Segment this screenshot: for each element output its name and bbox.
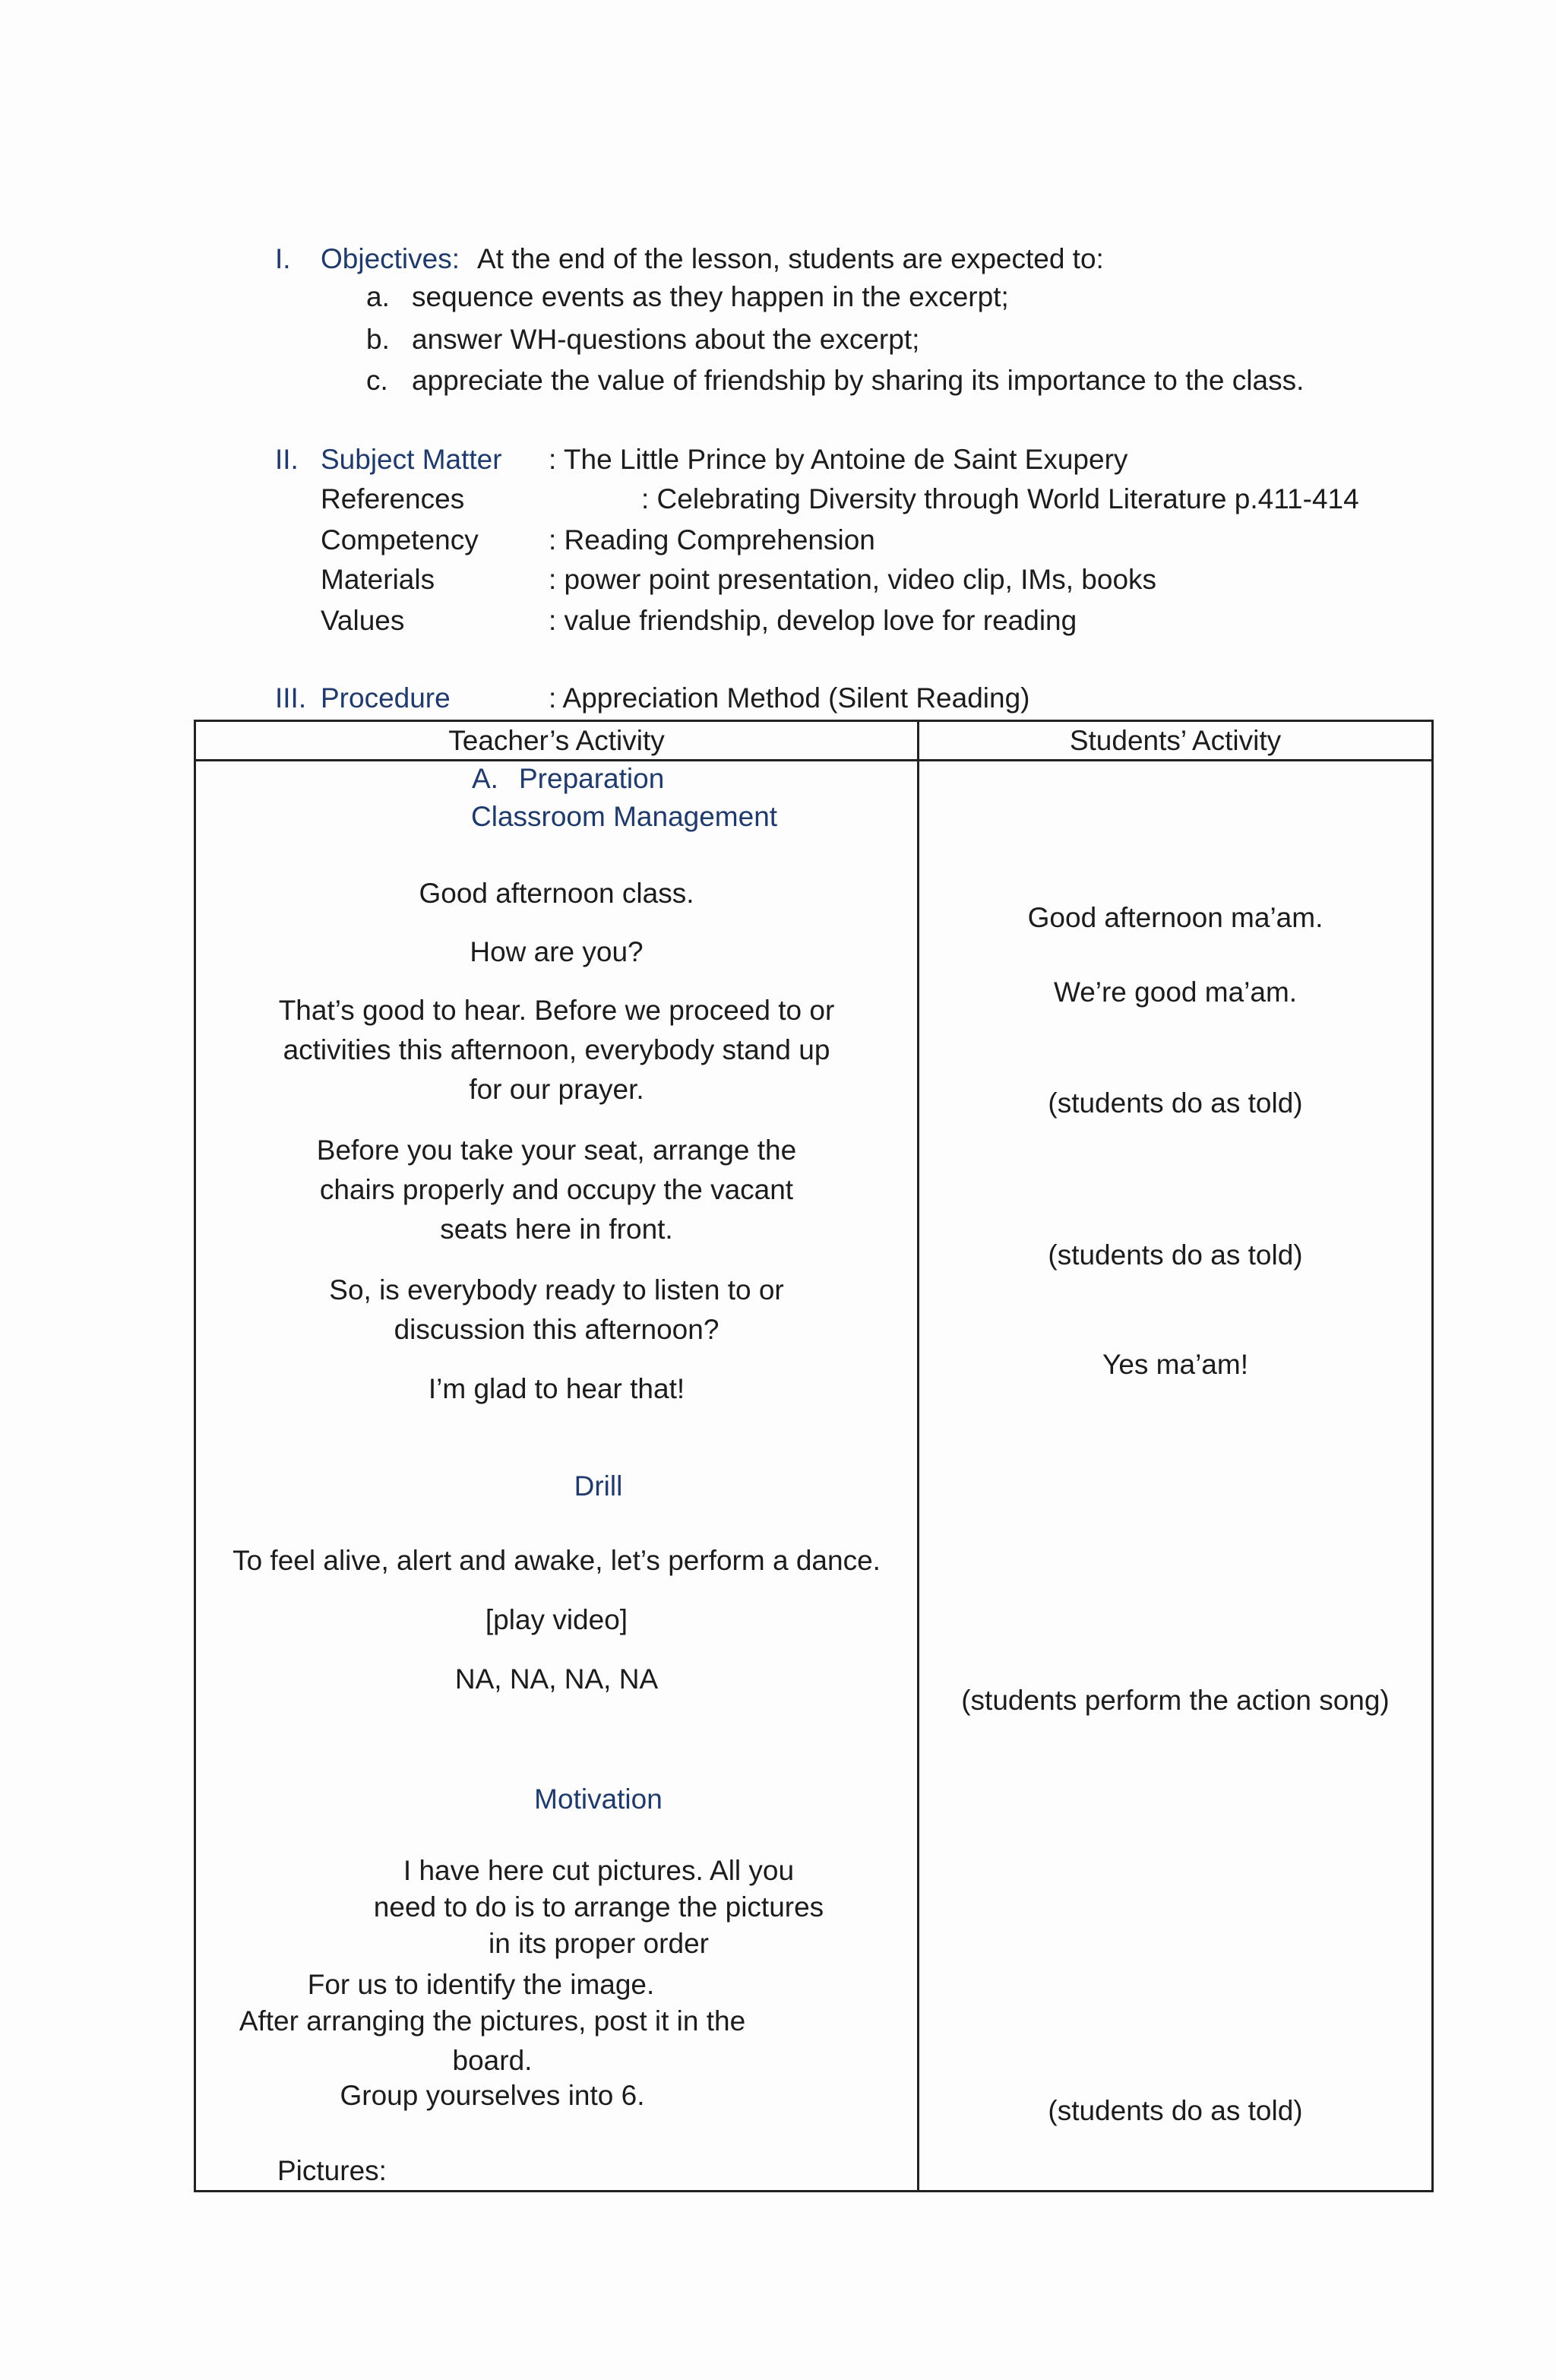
teacher-line: After arranging the pictures, post it in the board. bbox=[239, 2005, 746, 2076]
table-header-row bbox=[196, 722, 1431, 761]
references-value: : Celebrating Diversity through World Literature p.411-414 bbox=[641, 483, 1359, 514]
objective-item: sequence events as they happen in the excerpt; bbox=[412, 281, 1009, 312]
objectives-heading: Objectives: bbox=[321, 243, 460, 274]
drill-heading: Drill bbox=[574, 1470, 623, 1502]
subject-matter-value: : The Little Prince by Antoine de Saint Exupery bbox=[549, 444, 1128, 475]
teacher-line: For us to identify the image. bbox=[307, 1969, 655, 2000]
teacher-line: Before you take your seat, arrange the chairs properly and occupy the vacant seats here in front. bbox=[316, 1135, 797, 1245]
objective-letter: a. bbox=[366, 281, 390, 312]
teacher-line: I have here cut pictures. All you need to do is to arrange the pictures in its proper order bbox=[373, 1855, 824, 1959]
motivation-heading: Motivation bbox=[534, 1783, 663, 1815]
teacher-line: To feel alive, alert and awake, let’s perform a dance. bbox=[232, 1545, 881, 1576]
materials-value: : power point presentation, video clip, IMs, books bbox=[549, 564, 1157, 595]
objective-letter: b. bbox=[366, 324, 390, 355]
objectives-numeral: I. bbox=[275, 243, 291, 274]
objectives-intro: At the end of the lesson, students are expected to: bbox=[477, 243, 1104, 274]
section-letter: A. bbox=[472, 763, 498, 794]
teacher-line: Good afternoon class. bbox=[419, 878, 694, 909]
references-label: References bbox=[321, 483, 465, 514]
materials-label: Materials bbox=[321, 564, 435, 595]
objective-letter: c. bbox=[366, 365, 388, 396]
subject-matter-heading: Subject Matter bbox=[321, 444, 502, 475]
teacher-line: I’m glad to hear that! bbox=[428, 1373, 685, 1404]
competency-value: : Reading Comprehension bbox=[549, 524, 875, 555]
objective-item: answer WH-questions about the excerpt; bbox=[412, 324, 920, 355]
procedure-value: : Appreciation Method (Silent Reading) bbox=[549, 682, 1030, 714]
student-line: (students do as told) bbox=[1048, 2095, 1303, 2126]
student-line: We’re good ma’am. bbox=[1053, 976, 1298, 1008]
objective-item: appreciate the value of friendship by sharing its importance to the class. bbox=[412, 365, 1305, 396]
student-line: Good afternoon ma’am. bbox=[1027, 902, 1324, 933]
competency-label: Competency bbox=[321, 524, 479, 555]
values-value: : value friendship, develop love for reading bbox=[549, 605, 1077, 636]
classroom-management-heading: Classroom Management bbox=[471, 801, 778, 832]
preparation-heading: Preparation bbox=[519, 763, 665, 794]
teacher-line: NA, NA, NA, NA bbox=[454, 1663, 659, 1695]
activity-table bbox=[194, 720, 1434, 2192]
procedure-numeral: III. bbox=[275, 682, 307, 714]
teacher-activity-header: Teacher’s Activity bbox=[448, 725, 665, 756]
values-label: Values bbox=[321, 605, 405, 636]
procedure-heading: Procedure bbox=[321, 682, 451, 714]
student-line: (students perform the action song) bbox=[961, 1685, 1390, 1716]
teacher-line: [play video] bbox=[485, 1604, 628, 1635]
pictures-label: Pictures: bbox=[277, 2155, 387, 2186]
student-line: (students do as told) bbox=[1048, 1239, 1303, 1271]
student-line: (students do as told) bbox=[1048, 1087, 1303, 1119]
column-divider bbox=[917, 722, 919, 2190]
teacher-line: So, is everybody ready to listen to or discussion this afternoon? bbox=[329, 1274, 784, 1345]
teacher-line: Group yourselves into 6. bbox=[340, 2080, 645, 2111]
subject-matter-numeral: II. bbox=[275, 444, 299, 475]
students-activity-header: Students’ Activity bbox=[1069, 725, 1282, 756]
teacher-line: How are you? bbox=[470, 936, 644, 967]
student-line: Yes ma’am! bbox=[1102, 1349, 1248, 1380]
teacher-line: That’s good to hear. Before we proceed to or activities this afternoon, everybody stand up for our prayer. bbox=[278, 995, 835, 1105]
